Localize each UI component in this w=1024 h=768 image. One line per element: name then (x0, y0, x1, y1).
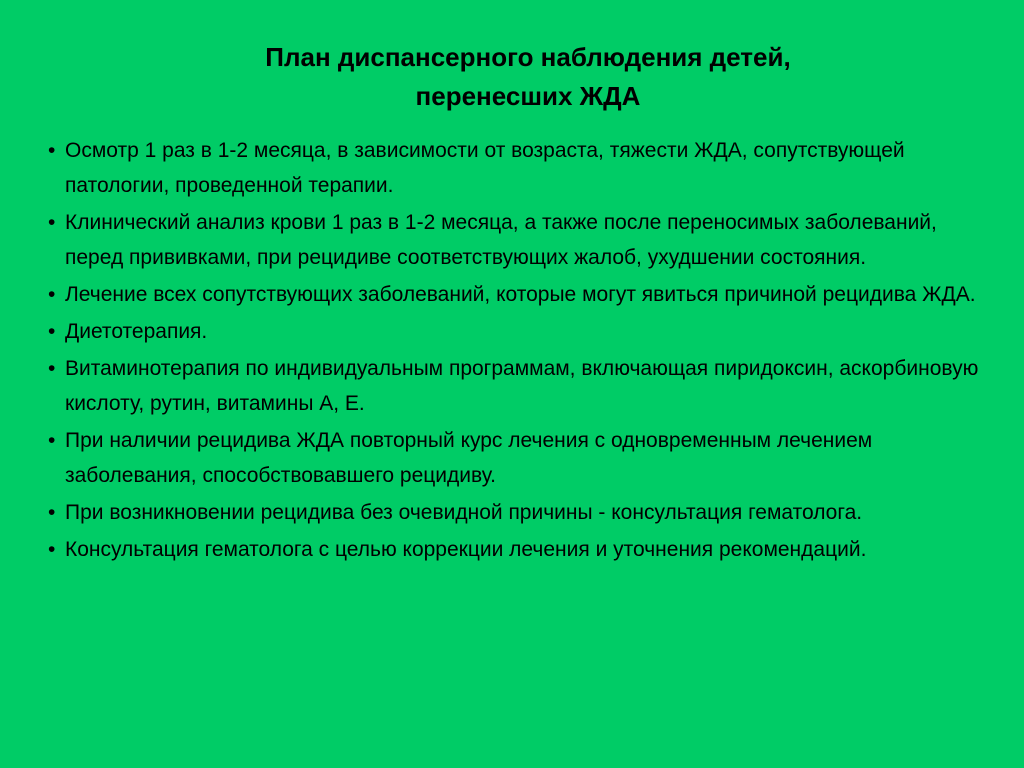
bullet-item-3 (48, 277, 998, 312)
bullet-text: Лечение всех сопутствующих заболеваний, которые могут явиться причиной рецидива ЖДА. (65, 283, 976, 306)
slide-title (100, 38, 956, 116)
bullet-text: Осмотр 1 раз в 1-2 месяца, в зависимости от возраста, тяжести ЖДА, сопутствующей патологии, проведенной терапии. (65, 139, 905, 197)
bullet-text: Витаминотерапия по индивидуальным программам, включающая пиридоксин, аскорбиновую кислоту, рутин, витамины А, Е. (65, 357, 979, 415)
bullet-list (48, 133, 998, 569)
bullet-dot: • (48, 501, 56, 524)
bullet-dot: • (48, 283, 56, 306)
bullet-text: При возникновении рецидива без очевидной причины - консультация гематолога. (65, 501, 863, 524)
bullet-dot: • (48, 320, 56, 343)
bullet-dot: • (48, 139, 56, 162)
bullet-text: Диетотерапия. (65, 320, 208, 343)
slide-title-line-1: План диспансерного наблюдения детей, (265, 42, 791, 72)
bullet-dot: • (48, 429, 56, 452)
bullet-item-6 (48, 423, 998, 493)
bullet-item-5 (48, 351, 998, 421)
bullet-item-2 (48, 205, 998, 275)
bullet-item-1 (48, 133, 998, 203)
bullet-dot: • (48, 538, 56, 561)
bullet-item-8 (48, 532, 998, 567)
bullet-item-7 (48, 495, 998, 530)
bullet-dot: • (48, 357, 56, 380)
slide-title-line-2: перенесших ЖДА (415, 81, 641, 111)
bullet-text: При наличии рецидива ЖДА повторный курс лечения с одновременным лечением заболевания, способствовавшего рецидиву. (65, 429, 873, 487)
bullet-dot: • (48, 211, 56, 234)
bullet-item-4 (48, 314, 998, 349)
bullet-text: Консультация гематолога с целью коррекции лечения и уточнения рекомендаций. (65, 538, 867, 561)
bullet-text: Клинический анализ крови 1 раз в 1-2 месяца, а также после переносимых заболеваний, перед прививками, при рецидиве соответствующих жалоб, ухудшении состояния. (65, 211, 937, 269)
